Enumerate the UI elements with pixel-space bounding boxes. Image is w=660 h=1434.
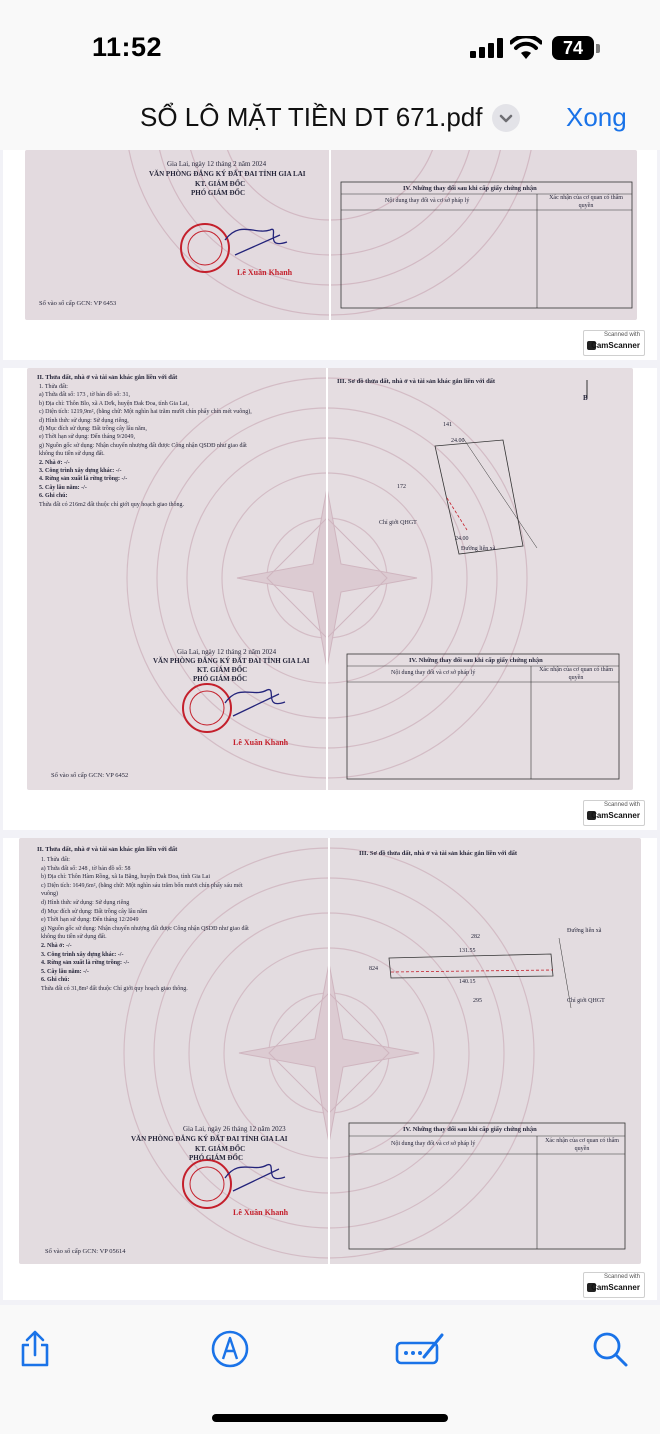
changes-title: IV. Những thay đổi sau khi cấp giấy chứng nhận (403, 1126, 537, 1133)
status-bar (0, 0, 660, 95)
pdf-page-1[interactable] (3, 150, 657, 360)
changes-col-content: Nội dung thay đổi và cơ sở pháp lý (385, 198, 470, 204)
map-label-172: 172 (397, 484, 406, 490)
book-number: Số vào sổ cấp GCN: VP 6452 (51, 772, 129, 779)
map-road-label: Đường liên xã (567, 928, 602, 934)
office-name: VĂN PHÒNG ĐĂNG KÝ ĐẤT ĐAI TỈNH GIA LAI (149, 170, 306, 178)
status-time: 11:52 (92, 32, 163, 62)
fill-and-sign-icon[interactable] (394, 1327, 446, 1371)
search-icon[interactable] (588, 1327, 632, 1371)
pdf-page-3[interactable] (3, 838, 657, 1300)
north-label: B (583, 394, 588, 402)
deputy-director: PHÓ GIÁM ĐỐC (189, 1154, 244, 1162)
map-width-bottom: 24.00 (455, 536, 469, 542)
land-info-lines: 1. Thửa đất: a) Thửa đất số: 248 , tờ bản đồ số: 58 b) Địa chỉ: Thôn Hàm Rồng, xã Ia Băng, huyện Đak Đoa, tỉnh Gia Lai c) Diện tích: 1649,6m², (bằng chữ: Một nghìn sáu trăm bốn mươi chín phẩy sáu mét vuông) d) Hình thức sử dụng: Sử dụng riêng đ) Mục đích sử dụng: Đất trồng cây lâu năm e) Thời hạn sử dụng: Đến tháng 12/2049 g) Nguồn gốc sử dụng: Nhận chuyển nhượng đất được Công nhận QSDĐ như giao đất không thu tiền sử dụng đất. 2. Nhà ở: -/- 3. Công trình xây dựng khác: -/- 4. Rừng sản xuất là rừng trồng: -/- 5. Cây lâu năm: -/- 6. Ghi chú: Thửa đất có 31,8m² đất thuộc Chỉ giới quy hoạch giao thông. (41, 857, 249, 992)
map-width-top: 24.00 (451, 438, 465, 444)
wifi-icon (510, 36, 542, 60)
map-boundary-label: Chỉ giới QHGT (567, 998, 605, 1004)
bottom-toolbar (0, 1305, 660, 1434)
section-3-title: III. Sơ đồ thửa đất, nhà ở và tài sản khác gắn liền với đất (359, 850, 518, 857)
section-2-title: II. Thửa đất, nhà ở và tài sản khác gắn liền với đất (37, 374, 178, 381)
map-width-bottom: 140.15 (459, 979, 476, 985)
changes-col-content: Nội dung thay đổi và cơ sở pháp lý (391, 1141, 476, 1147)
deputy-director: PHÓ GIÁM ĐỐC (191, 189, 246, 197)
date-line: Gia Lai, ngày 12 tháng 2 năm 2024 (177, 648, 277, 656)
office-name: VĂN PHÒNG ĐĂNG KÝ ĐẤT ĐAI TỈNH GIA LAI (153, 657, 310, 665)
office-name: VĂN PHÒNG ĐĂNG KÝ ĐẤT ĐAI TỈNH GIA LAI (131, 1135, 288, 1143)
map-label-141: 141 (443, 422, 452, 428)
cellular-signal-icon (470, 38, 504, 58)
markup-icon[interactable] (208, 1327, 252, 1371)
changes-col-content: Nội dung thay đổi và cơ sở pháp lý (391, 670, 476, 676)
signer-name: Lê Xuân Khanh (233, 738, 289, 747)
changes-title: IV. Những thay đổi sau khi cấp giấy chứng nhận (409, 657, 543, 664)
kt-director: KT. GIÁM ĐỐC (197, 666, 248, 674)
battery-cap (596, 44, 600, 53)
changes-col-confirm: Xác nhận của cơ quan có thẩm quyền (539, 667, 613, 681)
book-number: Số vào sổ cấp GCN: VP 05614 (45, 1248, 126, 1255)
battery-level: 74 (552, 36, 594, 60)
map-width-top: 131.55 (459, 948, 476, 954)
done-button[interactable]: Xong (566, 102, 627, 132)
section-2-title: II. Thửa đất, nhà ở và tài sản khác gắn liền với đất (37, 846, 178, 853)
pdf-page-2[interactable] (3, 368, 657, 830)
map-boundary-label: Chỉ giới QHGT (379, 520, 417, 526)
changes-title: IV. Những thay đổi sau khi cấp giấy chứng nhận (403, 185, 537, 192)
nav-bar (0, 95, 660, 150)
camscanner-badge: Scanned with CamScanner (583, 800, 645, 826)
scan-image-2 (27, 368, 633, 790)
changes-col-confirm: Xác nhận của cơ quan có thẩm quyền (549, 195, 623, 209)
signer-name: Lê Xuân Khanh (237, 268, 293, 277)
map-label-295: 295 (473, 998, 482, 1004)
date-line: Gia Lai, ngày 26 tháng 12 năm 2023 (183, 1125, 286, 1133)
title-menu-button[interactable] (492, 104, 520, 132)
deputy-director: PHÓ GIÁM ĐỐC (193, 675, 248, 683)
chevron-down-icon (492, 104, 520, 132)
document-title[interactable]: SỔ LÔ MẶT TIỀN DT 671.pdf (140, 102, 483, 132)
changes-col-confirm: Xác nhận của cơ quan có thẩm quyền (545, 1138, 619, 1152)
scan-image-1 (25, 150, 637, 320)
camscanner-badge: Scanned with CamScanner (583, 330, 645, 356)
book-number: Số vào sổ cấp GCN: VP 6453 (39, 300, 117, 307)
map-road-label: Đường liên xã (461, 546, 496, 552)
map-label-282: 282 (471, 934, 480, 940)
section-3-title: III. Sơ đồ thửa đất, nhà ở và tài sản khác gắn liền với đất (337, 378, 496, 385)
home-indicator[interactable] (212, 1414, 448, 1422)
kt-director: KT. GIÁM ĐỐC (195, 1145, 246, 1153)
camscanner-badge: Scanned with CamScanner (583, 1272, 645, 1298)
signer-name: Lê Xuân Khanh (233, 1208, 289, 1217)
kt-director: KT. GIÁM ĐỐC (195, 180, 246, 188)
map-label-824: 824 (369, 966, 378, 972)
share-icon[interactable] (13, 1327, 57, 1371)
land-info-lines: 1. Thửa đất: a) Thửa đất số: 173 , tờ bản đồ số: 31, b) Địa chỉ: Thôn Blo, xã A Dơk, huyện Đak Đoa, tỉnh Gia Lai, c) Diện tích: 1219,9m², (bằng chữ: Một nghìn hai trăm mười chín phẩy chín mét vuông), d) Hình thức sử dụng: Sử dụng riêng, đ) Mục đích sử dụng: Đất trồng cây lâu năm, e) Thời hạn sử dụng: Đến tháng 9/2049, g) Nguồn gốc sử dụng: Nhận chuyển nhượng đất được Công nhận QSDĐ như giao đất không thu tiền sử dụng đất. 2. Nhà ở: -/- 3. Công trình xây dựng khác: -/- 4. Rừng sản xuất là rừng trồng: -/- 5. Cây lâu năm: -/- 6. Ghi chú: Thửa đất có 216m2 đất thuộc chỉ giới quy hoạch giao thông. (39, 384, 252, 508)
scan-image-3 (19, 838, 641, 1264)
date-line: Gia Lai, ngày 12 tháng 2 năm 2024 (167, 160, 267, 168)
